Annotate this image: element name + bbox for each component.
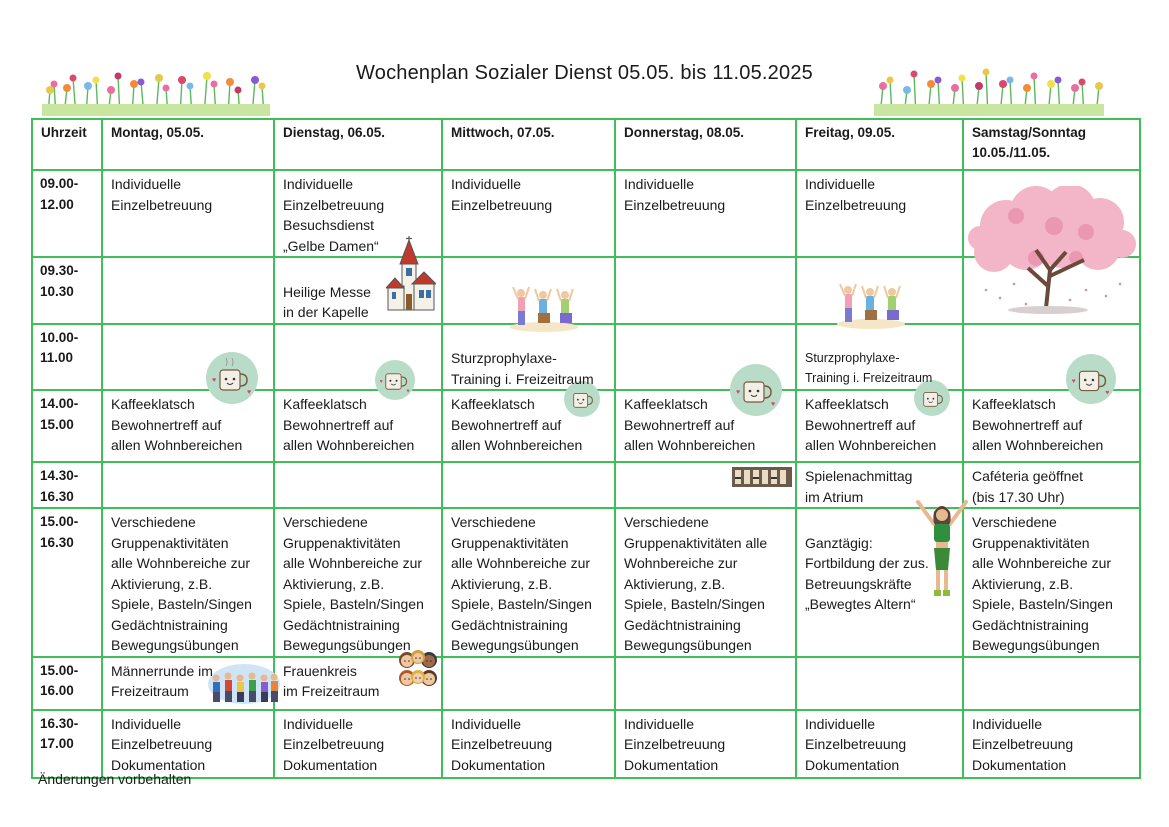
svg-text:♥: ♥ (379, 379, 383, 386)
activity-cell: Kaffeeklatsch Bewohnertreff auf allen Wohnbereichen (442, 390, 615, 462)
activity-cell (442, 462, 615, 508)
header-cell: Mittwoch, 07.05. (442, 119, 615, 170)
header-cell: Uhrzeit (32, 119, 102, 170)
activity-cell: Kaffeeklatsch Bewohnertreff auf allen Wohnbereichen (615, 390, 796, 462)
activity-cell (963, 657, 1140, 710)
table-row (32, 508, 1140, 657)
time-cell: 15.00- 16.00 (32, 657, 102, 710)
svg-text:♥: ♥ (247, 389, 252, 396)
time-cell: 15.00- 16.30 (32, 508, 102, 657)
activity-cell: Verschiedene Gruppenaktivitäten alle Wohnbereiche zur Aktivierung, z.B. Spiele, Basteln/Singen Gedächtnistraining Bewegungsübungen (963, 508, 1140, 657)
activity-cell: Individuelle Einzelbetreuung (102, 170, 274, 257)
activity-cell: Sturzprophylaxe- Training i. Freizeitraum (796, 324, 963, 391)
activity-cell: Kaffeeklatsch Bewohnertreff auf allen Wohnbereichen (274, 390, 442, 462)
svg-text:♥: ♥ (406, 388, 410, 395)
activity-cell (274, 462, 442, 508)
activity-cell: Kaffeeklatsch Bewohnertreff auf allen Wohnbereichen (796, 390, 963, 462)
time-cell: 09.00- 12.00 (32, 170, 102, 257)
activity-cell: Ganztägig: Fortbildung der zus. Betreuungskräfte „Bewegtes Altern“ (796, 508, 963, 657)
activity-cell: Individuelle Einzelbetreuung Dokumentation (615, 710, 796, 778)
time-cell: 10.00- 11.00 (32, 324, 102, 391)
header-cell: Dienstag, 06.05. (274, 119, 442, 170)
svg-text:♥: ♥ (771, 401, 776, 408)
svg-text:♥: ♥ (736, 389, 741, 396)
activity-cell: Individuelle Einzelbetreuung (615, 170, 796, 257)
activity-cell: Verschiedene Gruppenaktivitäten alle Wohnbereiche zur Aktivierung, z.B. Spiele, Basteln/Singen Gedächtnistraining Bewegungsübungen (442, 508, 615, 657)
activity-cell (102, 257, 274, 324)
flower-meadow-icon (874, 60, 1104, 116)
activity-cell (796, 657, 963, 710)
activity-cell: Individuelle Einzelbetreuung Besuchsdienst „Gelbe Damen“ (274, 170, 442, 257)
table-row (32, 710, 1140, 778)
activity-cell: Individuelle Einzelbetreuung Dokumentation (442, 710, 615, 778)
activity-cell: Individuelle Einzelbetreuung Dokumentation (796, 710, 963, 778)
header-cell: Donnerstag, 08.05. (615, 119, 796, 170)
activity-cell: Kaffeeklatsch Bewohnertreff auf allen Wohnbereichen (963, 390, 1140, 462)
footer-note: Änderungen vorbehalten (38, 771, 192, 787)
activity-cell (615, 257, 796, 324)
page-title: Wochenplan Sozialer Dienst 05.05. bis 11.05.2025 (356, 62, 813, 84)
table-row (32, 657, 1140, 710)
activity-cell (615, 657, 796, 710)
header-cell: Freitag, 09.05. (796, 119, 963, 170)
activity-cell: Individuelle Einzelbetreuung (442, 170, 615, 257)
activity-cell (274, 324, 442, 391)
activity-cell (442, 657, 615, 710)
activity-cell: Frauenkreis im Freizeitraum (274, 657, 442, 710)
activity-cell: Kaffeeklatsch Bewohnertreff auf allen Wohnbereichen (102, 390, 274, 462)
activity-cell: Verschiedene Gruppenaktivitäten alle Wohnbereiche zur Aktivierung, z.B. Spiele, Basteln/Singen Gedächtnistraining Bewegungsübungen (274, 508, 442, 657)
svg-text:♥: ♥ (212, 377, 217, 384)
activity-cell: Caféteria geöffnet (bis 17.30 Uhr) (963, 462, 1140, 508)
activity-cell: Heilige Messe in der Kapelle (274, 257, 442, 324)
svg-text:♥: ♥ (1105, 389, 1110, 397)
activity-cell: Individuelle Einzelbetreuung Dokumentation (102, 710, 274, 778)
activity-cell: Männerrunde im Freizeitraum (102, 657, 274, 710)
time-cell: 16.30- 17.00 (32, 710, 102, 778)
header-row (32, 119, 1140, 170)
activity-cell: Verschiedene Gruppenaktivitäten alle Wohnbereiche zur Aktivierung, z.B. Spiele, Basteln/Singen Gedächtnistraining Bewegungsübungen (102, 508, 274, 657)
table-row (32, 324, 1140, 391)
flower-meadow-icon (42, 60, 270, 116)
table-row (32, 462, 1140, 508)
game-board-icon (732, 465, 792, 489)
table-row (32, 390, 1140, 462)
activity-cell: Sturzprophylaxe- Training i. Freizeitraum (442, 324, 615, 391)
activity-cell: Individuelle Einzelbetreuung Dokumentation (963, 710, 1140, 778)
activity-cell: Individuelle Einzelbetreuung Dokumentation (274, 710, 442, 778)
activity-cell: Verschiedene Gruppenaktivitäten alle Wohnbereiche zur Aktivierung, z.B. Spiele, Basteln/Singen Gedächtnistraining Bewegungsübungen (615, 508, 796, 657)
exercise-group-icon (836, 280, 906, 330)
activity-cell: Individuelle Einzelbetreuung (796, 170, 963, 257)
cherry-tree-icon (966, 186, 1138, 316)
time-cell: 14.30- 16.30 (32, 462, 102, 508)
svg-text:♥: ♥ (1071, 377, 1076, 385)
header-cell: Montag, 05.05. (102, 119, 274, 170)
exercise-group-icon (509, 283, 579, 333)
time-cell: 09.30- 10.30 (32, 257, 102, 324)
activity-cell: Spielenachmittag im Atrium (796, 462, 963, 508)
activity-cell (102, 462, 274, 508)
header-cell: Samstag/Sonntag 10.05./11.05. (963, 119, 1140, 170)
time-cell: 14.00- 15.00 (32, 390, 102, 462)
